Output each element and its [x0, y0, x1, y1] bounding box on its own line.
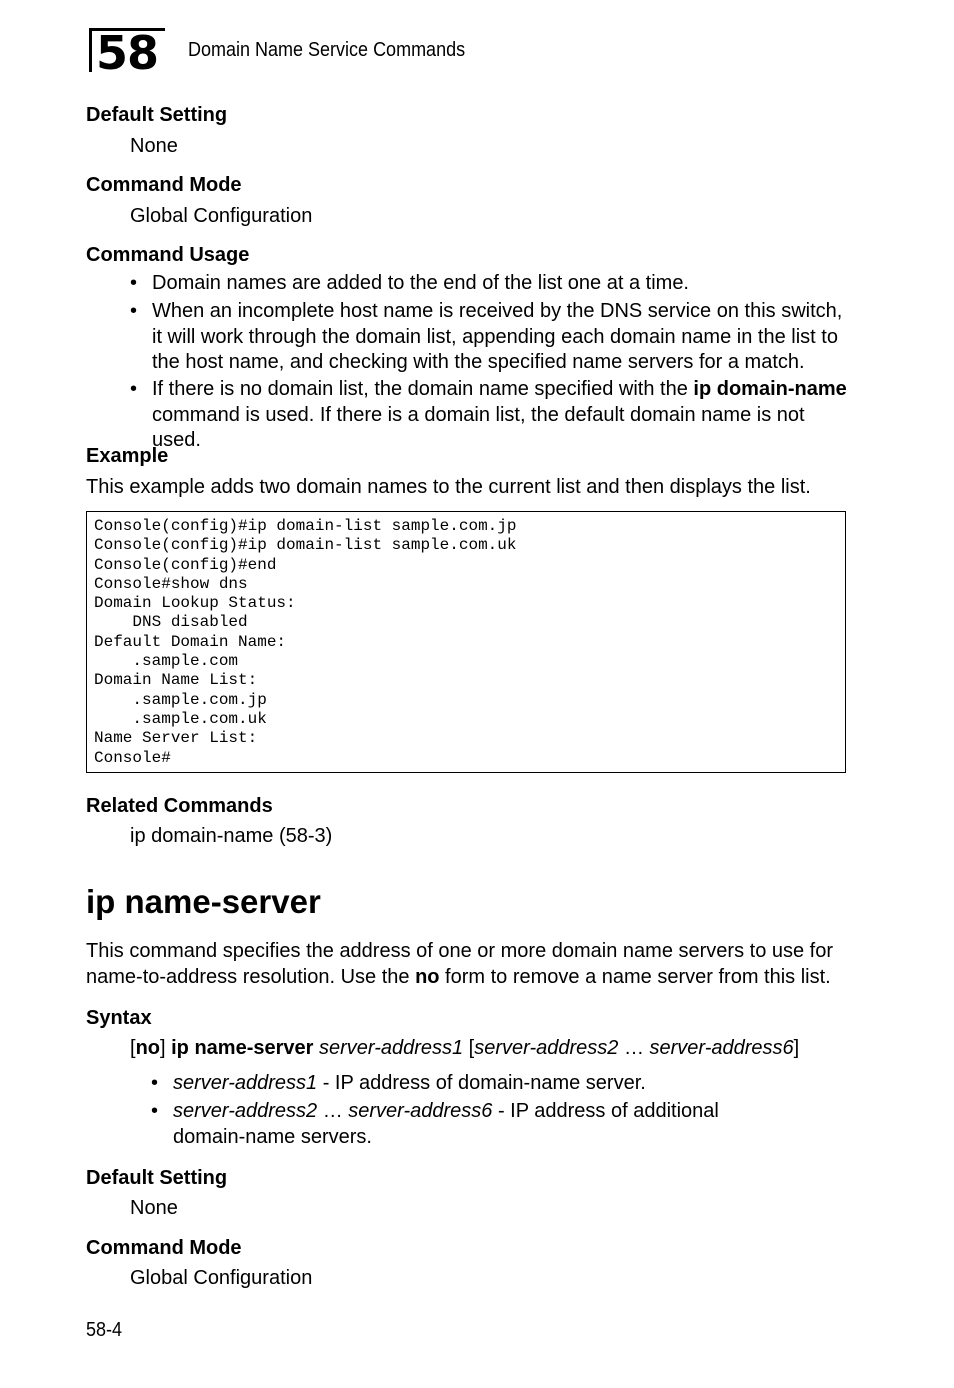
default-setting-heading: Default Setting	[86, 104, 228, 126]
command-mode-value-2: Global Configuration	[130, 1267, 313, 1289]
code-example: Console(config)#ip domain-list sample.com.jp Console(config)#ip domain-list sample.com.uk Console(config)#end Console#show dns Domain Lookup Status: DNS disabled Default Domain Name: .sample.com Domain Name List: .sample.com.jp .sample.com.uk Name Server List: Console#	[94, 517, 517, 767]
page-number: 58-4	[86, 1319, 123, 1341]
command-title: ip name-server	[86, 883, 321, 920]
related-command-link[interactable]: ip domain-name (58-3)	[130, 825, 333, 847]
default-setting-value: None	[130, 135, 178, 157]
default-setting-heading-2: Default Setting	[86, 1167, 228, 1189]
syntax-heading: Syntax	[86, 1007, 152, 1029]
default-setting-value-2: None	[130, 1197, 178, 1219]
example-text: This example adds two domain names to the current list and then displays the list.	[86, 476, 811, 498]
syntax-bullet: • server-address1 - IP address of domain-name server.	[151, 1072, 646, 1094]
command-usage-heading: Command Usage	[86, 244, 250, 266]
command-mode-heading-2: Command Mode	[86, 1237, 242, 1259]
usage-bullet: • Domain names are added to the end of the list one at a time.	[130, 272, 689, 294]
code-example-box	[86, 511, 846, 773]
usage-bullet: • If there is no domain list, the domain name specified with the ip domain-name command is used. If there is a domain list, the default domain name is not used.	[130, 378, 847, 451]
usage-bullet: • When an incomplete host name is received by the DNS service on this switch, it will work through the domain list, appending each domain name in the list to the host name, and checking with the specified name servers for a match.	[130, 300, 843, 373]
related-commands-heading: Related Commands	[86, 795, 273, 817]
command-description: This command specifies the address of one or more domain name servers to use for name-to-address resolution. Use the no form to remove a name server from this list.	[86, 940, 834, 988]
chapter-title: Domain Name Service Commands	[188, 39, 466, 61]
syntax-line: [no] ip name-server server-address1 [server-address2 … server-address6]	[130, 1037, 800, 1059]
inline-command: ip domain-name	[693, 378, 847, 400]
command-mode-heading: Command Mode	[86, 174, 242, 196]
example-heading: Example	[86, 445, 169, 467]
command-mode-value: Global Configuration	[130, 205, 313, 227]
chapter-number: 58	[89, 28, 165, 72]
syntax-bullet: • server-address2 … server-address6 - IP address of additional domain-name servers.	[151, 1100, 719, 1148]
